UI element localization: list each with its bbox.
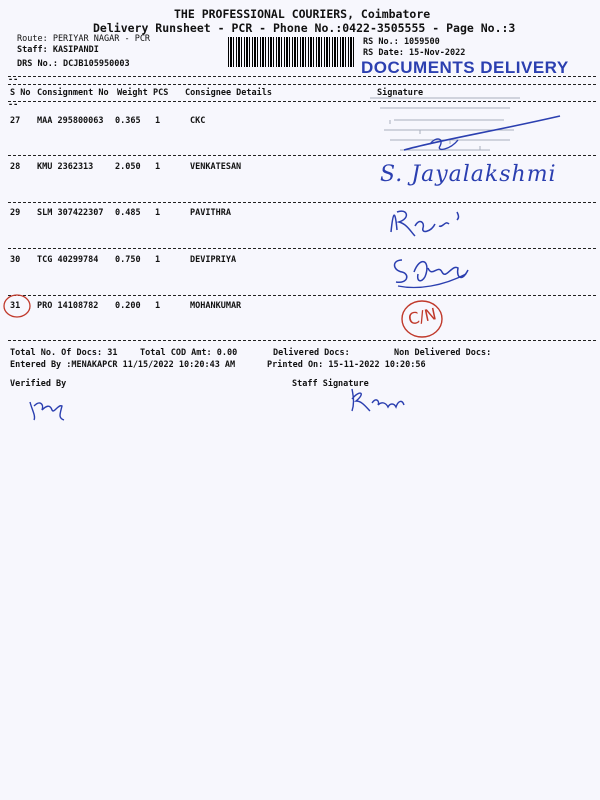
entered-by: Entered By :MENAKAPCR 11/15/2022 10:20:43 AM	[10, 360, 236, 370]
row-weight: 0.485	[115, 208, 141, 218]
row-weight: 2.050	[115, 162, 141, 172]
divider	[8, 295, 596, 296]
non-delivered-docs: Non Delivered Docs:	[394, 348, 492, 358]
company-title: THE PROFESSIONAL COURIERS, Coimbatore	[174, 7, 431, 21]
row-consignment: SLM 307422307	[37, 208, 104, 218]
divider	[8, 76, 596, 77]
divider-mark: --	[8, 75, 19, 85]
row-sno: 31	[10, 301, 21, 311]
rs-number: RS No.: 1059500	[363, 37, 440, 47]
row-pcs: 1	[155, 162, 161, 172]
row-consignment: TCG 40299784	[37, 255, 99, 265]
red-circle-row-31	[2, 293, 34, 319]
staff-signature-label: Staff Signature	[292, 379, 369, 389]
row-sno: 30	[10, 255, 21, 265]
row-consignee: MOHANKUMAR	[190, 301, 242, 311]
signature-row-28: S. Jayalakshmi	[380, 162, 557, 187]
documents-delivery-stamp: DOCUMENTS DELIVERY	[361, 58, 569, 77]
row-pcs: 1	[155, 301, 161, 311]
total-cod: Total COD Amt: 0.00	[140, 348, 238, 358]
row-consignee: DEVIPRIYA	[190, 255, 237, 265]
row-sno: 28	[10, 162, 21, 172]
divider-mark: --	[8, 100, 19, 110]
row-pcs: 1	[155, 116, 161, 126]
row-sno: 27	[10, 116, 21, 126]
row-consignment: KMU 2362313	[37, 162, 94, 172]
staff-signature	[346, 385, 416, 415]
row-sno: 29	[10, 208, 21, 218]
cn-note: C/N	[406, 304, 439, 329]
col-consignment: Consignment No	[37, 88, 109, 98]
printed-on: Printed On: 15-11-2022 10:20:56	[267, 360, 426, 370]
row-weight: 0.365	[115, 116, 141, 126]
drs-number: DRS No.: DCJB105950003	[17, 59, 130, 69]
row-consignee: PAVITHRA	[190, 208, 231, 218]
divider	[8, 340, 596, 341]
rs-date: RS Date: 15-Nov-2022	[363, 48, 466, 58]
route-label: Route: PERIYAR NAGAR - PCR	[17, 34, 151, 44]
col-sno: S No	[10, 88, 31, 98]
row-pcs: 1	[155, 208, 161, 218]
total-docs: Total No. Of Docs: 31	[10, 348, 118, 358]
verified-by-label: Verified By	[10, 379, 67, 389]
divider	[8, 84, 596, 85]
signature-row-27	[400, 110, 570, 160]
row-consignment: PRO 14108782	[37, 301, 99, 311]
barcode	[228, 37, 354, 67]
col-weight: Weight	[117, 88, 148, 98]
row-weight: 0.750	[115, 255, 141, 265]
col-consignee: Consignee Details	[185, 88, 272, 98]
staff-label: Staff: KASIPANDI	[17, 45, 99, 55]
col-signature: Signature	[377, 88, 424, 98]
runsheet-title: Delivery Runsheet - PCR - Phone No.:0422-3505555 - Page No.:3	[93, 21, 516, 35]
signature-row-30	[388, 250, 478, 295]
row-pcs: 1	[155, 255, 161, 265]
signature-row-29	[385, 202, 475, 242]
row-consignee: VENKATESAN	[190, 162, 242, 172]
verified-by-signature	[26, 392, 76, 422]
delivered-docs: Delivered Docs:	[273, 348, 350, 358]
col-pcs: PCS	[153, 88, 169, 98]
divider	[8, 202, 596, 203]
row-consignee: CKC	[190, 116, 206, 126]
divider	[8, 248, 596, 249]
row-weight: 0.200	[115, 301, 141, 311]
row-consignment: MAA 295800063	[37, 116, 104, 126]
